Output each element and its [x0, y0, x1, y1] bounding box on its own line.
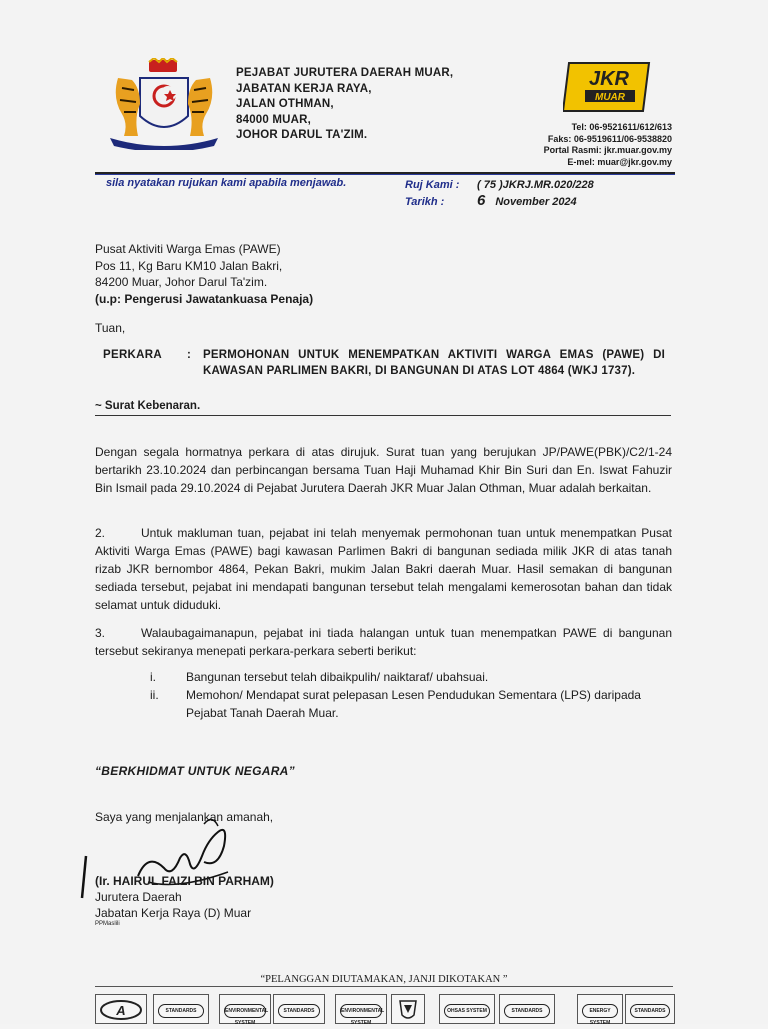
list-item-text: Bangunan tersebut telah dibaikpulih/ naiktaraf/ ubahsuai.: [186, 670, 489, 684]
address-line: 84000 MUAR,: [236, 113, 312, 126]
motto: “BERKHIDMAT UNTUK NEGARA”: [95, 764, 295, 778]
subject-text: PERMOHONAN UNTUK MENEMPATKAN AKTIVITI WARGA EMAS (PAWE) DI KAWASAN PARLIMEN BAKRI, DI BANGUNAN DI ATAS LOT 4864 (WKJ 1737).: [203, 349, 665, 377]
badge-label: ENVIRONMENTAL SYSTEM: [340, 1004, 382, 1018]
list-item-number: ii.: [150, 688, 159, 702]
certification-badge: [273, 994, 325, 1024]
recipient-line: Pos 11, Kg Baru KM10 Jalan Bakri,: [95, 258, 283, 273]
conditions-list: [150, 668, 670, 722]
badge-label: STANDARDS: [278, 1004, 320, 1018]
footer-slogan-text: “PELANGGAN DIUTAMAKAN, JANJI DIKOTAKAN ”: [254, 974, 513, 985]
signer-department: Jabatan Kerja Raya (D) Muar: [95, 906, 252, 920]
footer-slogan: [0, 974, 768, 985]
logo-text: JKR: [588, 68, 630, 90]
johor-crest-logo: [104, 58, 224, 150]
recipient-attention: (u.p: Pengerusi Jawatankuasa Penaja): [95, 291, 314, 306]
certification-badge: [499, 994, 555, 1024]
date-rest: November 2024: [495, 196, 577, 208]
logo-subtext: MUAR: [595, 92, 625, 103]
address-line: JALAN OTHMAN,: [236, 98, 334, 110]
recipient-line: 84200 Muar, Johor Darul Ta'zim.: [95, 275, 268, 289]
date-label: Tarikh :: [405, 196, 445, 208]
recipient-line: Pusat Aktiviti Warga Emas (PAWE): [95, 242, 281, 256]
signer-title: Jurutera Daerah: [95, 890, 182, 904]
badge-label: STANDARDS: [158, 1004, 204, 1018]
certification-badges: [95, 994, 675, 1024]
badge-label: ENERGY SYSTEM: [582, 1004, 618, 1018]
contact-portal: Portal Rasmi: jkr.muar.gov.my: [543, 145, 672, 155]
list-item: [150, 686, 670, 722]
ref-value: ( 75 )JKRJ.MR.020/228: [477, 179, 594, 191]
list-item-text: Memohon/ Mendapat surat pelepasan Lesen Pendudukan Sementara (LPS) daripada Pejabat Tanah Daerah Muar.: [186, 688, 641, 720]
typist-initials: PPMaslili: [95, 921, 120, 927]
subject-subtitle: ~ Surat Kebenaran.: [95, 400, 201, 412]
list-item-number: i.: [150, 670, 156, 684]
recipient-address: [95, 241, 313, 307]
address-line: JOHOR DARUL TA'ZIM.: [236, 129, 368, 141]
contact-details: [544, 122, 672, 168]
signer-block: [95, 873, 274, 921]
sender-address: [236, 66, 453, 144]
certification-badge: [335, 994, 387, 1024]
date-day: 6: [477, 192, 486, 209]
certification-badge: [391, 994, 425, 1024]
paragraph-text: Walaubagaimanapun, pejabat ini tiada halangan untuk tuan menempatkan PAWE di bangunan tersebut sekiranya menepati perkara-perkara seberti berikut:: [95, 626, 672, 658]
subject-divider: [95, 415, 671, 416]
certification-badge: [625, 994, 675, 1024]
footer-divider: [95, 986, 673, 987]
subject-colon: :: [187, 349, 191, 361]
signer-name: (Ir. HAIRUL FAIZI BIN PARHAM): [95, 874, 274, 888]
header-divider-blue: [95, 174, 675, 175]
paragraph-text: Untuk makluman tuan, pejabat ini telah menyemak permohonan tuan untuk menempatkan Pusat Aktiviti Warga Emas (PAWE) bagi kawasan Parlimen Bakri di bangunan sediada milik JKR di atas tanah rizab JKR bernombor 4864, Pekan Bakri, mukim Jalan Bakri daerah Muar. Hasil semakan di bangunan sediada tersebut, pejabat ini mendapati bangunan tersebut telah mengalami kemerosotan bahan dan tidak selamat untuk diduduki.: [95, 526, 672, 612]
contact-phone: Tel: 06-9521611/612/613: [571, 122, 672, 132]
paragraph-2: [95, 524, 672, 614]
paragraph-1: Dengan segala hormatnya perkara di atas dirujuk. Surat tuan yang berujukan JP/PAWE(PBK)/C2/1-24 bertarikh 23.10.2024 dan perbincangan bersama Tuan Haji Muhamad Khir Bin Suri dan En. Iswat Fahuzir Bin Ismail pada 29.10.2024 di Pejabat Jurutera Daerah JKR Muar Jalan Othman, Muar adalah berkaitan.: [95, 445, 672, 495]
badge-label: STANDARDS: [504, 1004, 550, 1018]
badge-label: OHSAS SYSTEM: [444, 1004, 490, 1018]
paragraph-number: 3.: [95, 626, 106, 640]
address-line: PEJABAT JURUTERA DAERAH MUAR,: [236, 67, 454, 79]
badge-label: STANDARDS: [630, 1004, 670, 1018]
contact-email: E-mel: muar@jkr.gov.my: [567, 156, 672, 167]
reference-note: sila nyatakan rujukan kami apabila menjawab.: [106, 177, 347, 189]
certification-badge: [439, 994, 495, 1024]
salutation: Tuan,: [95, 321, 126, 335]
subject-tag: PERKARA: [103, 349, 162, 361]
paragraph-3: [95, 624, 672, 660]
jkr-muar-logo: [563, 57, 655, 117]
list-item: [150, 668, 670, 686]
certification-badge: [577, 994, 623, 1024]
paragraph-number: 2.: [95, 526, 106, 540]
address-line: JABATAN KERJA RAYA,: [236, 82, 372, 95]
badge-label: ENVIRONMENTAL SYSTEM: [224, 1004, 266, 1018]
ref-label: Ruj Kami :: [405, 179, 460, 191]
certification-badge: [153, 994, 209, 1024]
reference-block: [405, 177, 594, 210]
certification-badge: [219, 994, 271, 1024]
certification-badge: [95, 994, 147, 1024]
svg-text:A: A: [116, 1003, 126, 1018]
closing-phrase: Saya yang menjalankan amanah,: [95, 810, 274, 824]
contact-fax: Faks: 06-9519611/06-9538820: [547, 133, 672, 144]
subject-block: [103, 348, 665, 379]
